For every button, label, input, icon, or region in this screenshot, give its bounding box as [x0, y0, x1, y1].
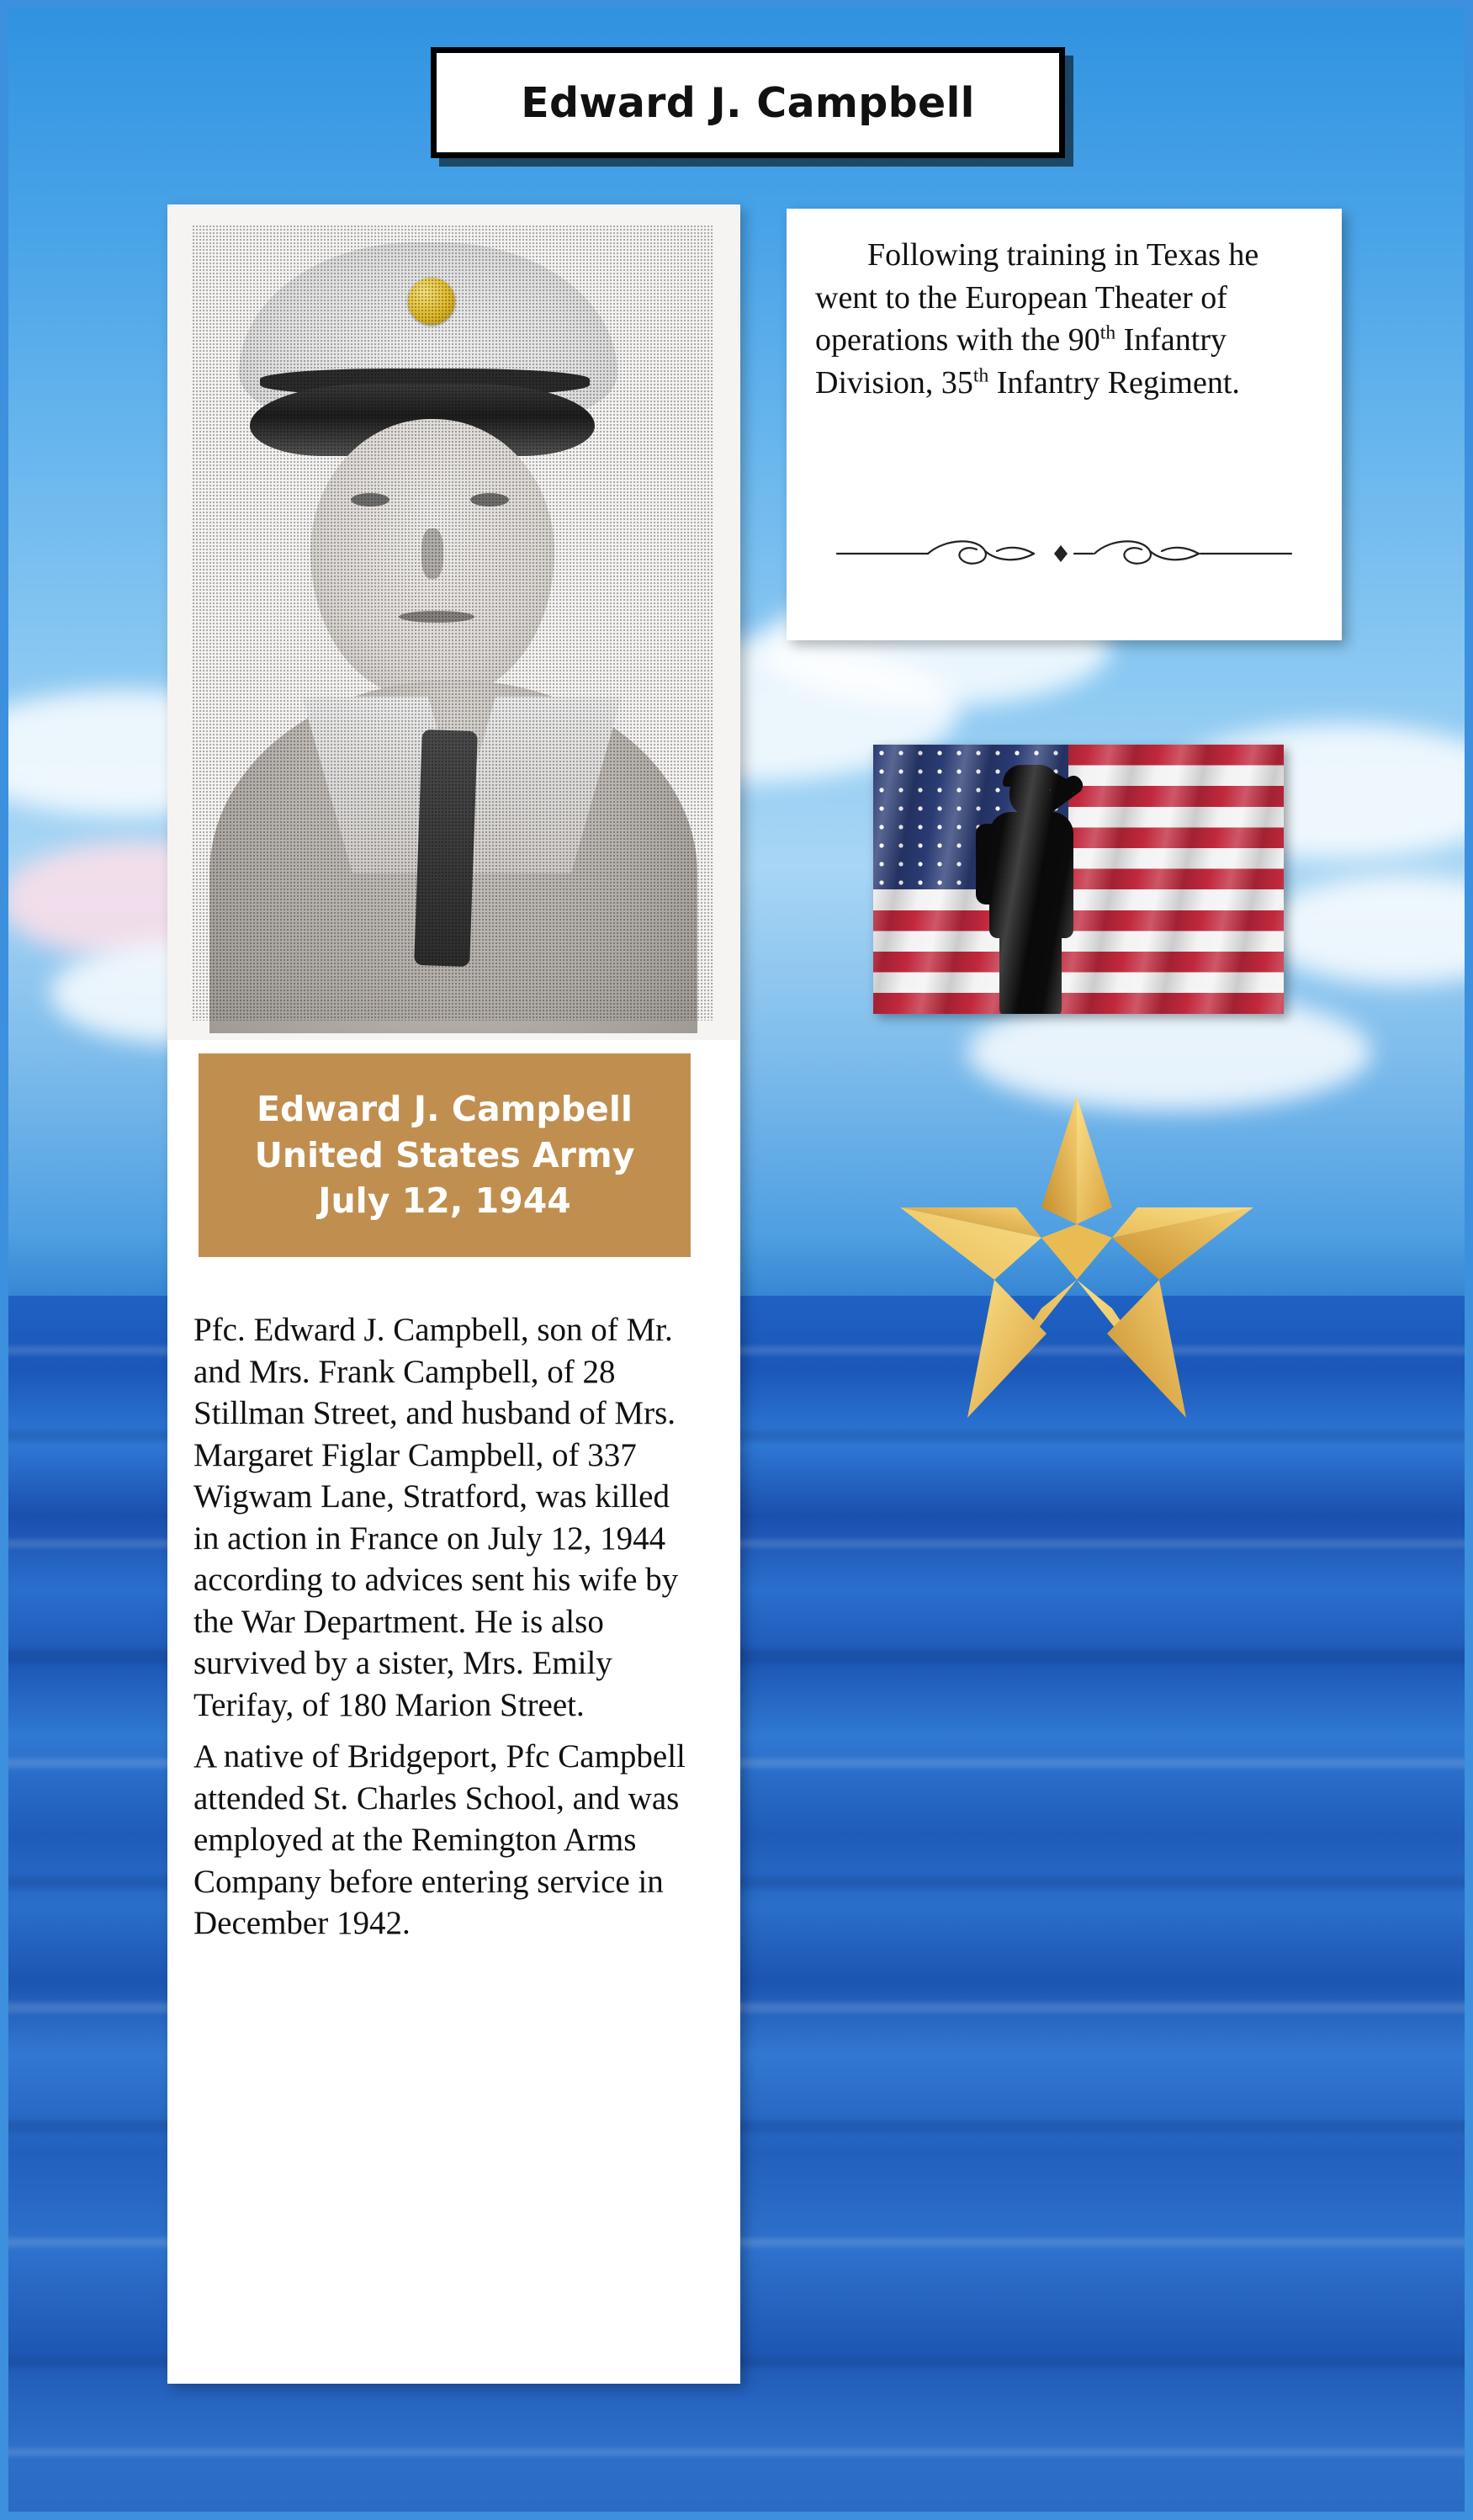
gold-star-icon: [892, 1081, 1262, 1443]
flourish-divider-icon: [815, 528, 1313, 579]
biography-paragraph: Pfc. Edward J. Campbell, son of Mr. and Mrs. Frank Campbell, of 28 Stillman Street, and husband of Mrs. Margaret Figlar Campbell, of 337 Wigwam Lane, Stratford, was killed in action in France on July 12, 1944 according to advices sent his wife by the War Department. He is also survived by a sister, Mrs. Emily Terifay, of 180 Marion Street.: [193, 1312, 679, 1723]
biography-paragraph: A native of Bridgeport, Pfc Campbell attended St. Charles School, and was employed at the Remington Arms Company before entering service in December 1942.: [193, 1738, 686, 1942]
caption-name: Edward J. Campbell: [257, 1089, 633, 1130]
regiment-ordinal-suffix: th: [972, 363, 989, 386]
flag-wave-shading: [873, 745, 1284, 1014]
halftone-texture: [193, 225, 714, 1021]
service-text-pre: Following training in Texas he went to the European Theater of operations with the: [815, 237, 1259, 358]
flourish-svg: [829, 534, 1300, 573]
service-history-text: [815, 234, 1313, 404]
biography-text: [193, 1309, 698, 1955]
flourish-diamond: [1054, 545, 1068, 562]
service-history-card: [787, 209, 1342, 640]
service-text-post: Infantry Regiment.: [988, 364, 1240, 401]
division-ordinal-suffix: th: [1099, 321, 1116, 344]
portrait-photo: [167, 204, 740, 1040]
flag-photo: [873, 745, 1284, 1014]
page-title: [431, 47, 1065, 158]
division-number: 90: [1068, 322, 1100, 358]
caption-date: July 12, 1944: [318, 1180, 571, 1222]
page-title-text: Edward J. Campbell: [521, 78, 975, 127]
service-text-mid: Infantry Division, 35: [815, 322, 1227, 401]
caption-banner: [199, 1053, 691, 1257]
caption-branch: United States Army: [254, 1134, 635, 1175]
gold-star-svg: [892, 1081, 1262, 1443]
wave-highlight: [0, 2448, 1473, 2456]
portrait-illustration: [193, 225, 714, 1021]
